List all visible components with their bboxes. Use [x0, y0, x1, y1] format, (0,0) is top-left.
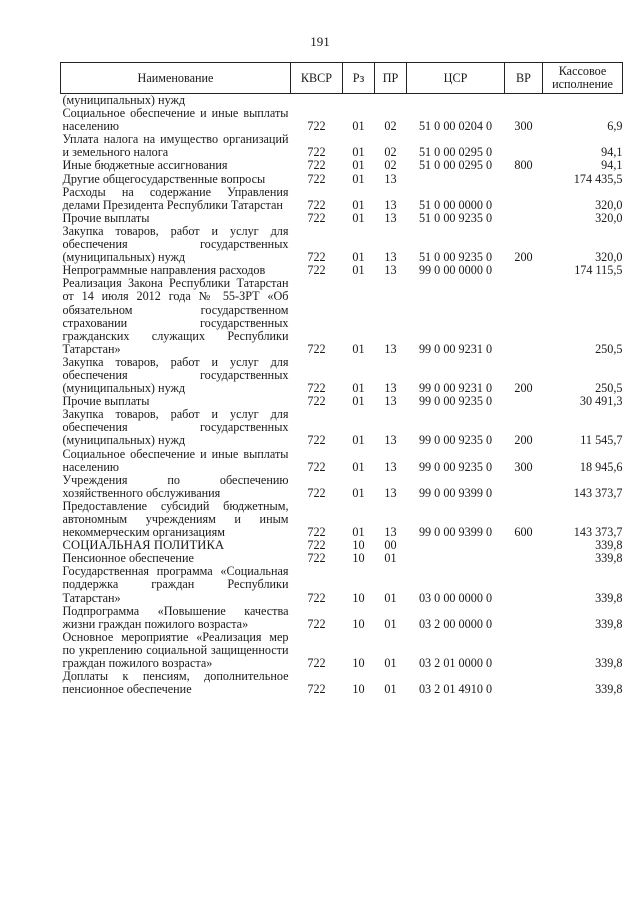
row-rz: 10 — [352, 656, 365, 671]
row-csr: 51 0 00 9235 0 — [418, 210, 493, 225]
row-kvsr: 722 — [307, 538, 326, 553]
row-vr: 200 — [514, 250, 533, 265]
table-row — [61, 631, 623, 670]
row-kvsr: 722 — [307, 263, 326, 278]
row-sum: 250,5 — [595, 341, 623, 356]
row-pr: 01 — [384, 616, 397, 631]
row-vr — [505, 605, 543, 631]
row-sum: 94,1 — [601, 145, 623, 160]
table-row — [61, 173, 623, 186]
row-rz: 10 — [352, 538, 365, 553]
row-name: Предоставление субсидий бюджетным, автономным учреждениям и иным некоммерческим организациям — [62, 498, 289, 540]
row-name: Пенсионное обеспечение — [62, 551, 194, 566]
row-rz: 01 — [352, 341, 365, 356]
column-header-vr: ВР — [505, 63, 543, 94]
page-number: 191 — [310, 34, 330, 49]
row-name: Закупка товаров, работ и услуг для обеспечения государственных (муниципальных) нужд — [62, 407, 289, 448]
row-rz: 01 — [352, 145, 365, 160]
row-kvsr: 722 — [307, 433, 326, 448]
row-rz: 01 — [352, 394, 365, 409]
row-kvsr: 722 — [307, 119, 326, 134]
row-kvsr: 722 — [307, 381, 326, 396]
row-pr: 13 — [384, 171, 397, 186]
row-csr: 51 0 00 0295 0 — [418, 145, 493, 160]
row-kvsr: 722 — [307, 145, 326, 160]
row-pr: 13 — [384, 485, 397, 500]
row-rz: 01 — [352, 210, 365, 225]
row-sum: 320,0 — [595, 197, 623, 212]
row-sum: 339,8 — [595, 551, 623, 566]
row-kvsr: 722 — [307, 485, 326, 500]
row-csr: 99 0 00 9235 0 — [418, 459, 493, 474]
row-pr: 01 — [384, 656, 397, 671]
row-sum: 30 491,3 — [579, 394, 623, 409]
row-name: Основное мероприятие «Реализация мер по укреплению социальной защищенности граждан пожилого возраста» — [62, 629, 289, 671]
table-row — [61, 448, 623, 474]
row-name: Реализация Закона Республики Татарстан от 14 июля 2012 года № 55-ЗРТ «Об обязательном государственном страховании государственных гражданских служащих Республики Татарстан» — [62, 276, 289, 356]
row-name: Другие общегосударственные вопросы — [62, 171, 266, 186]
row-csr — [407, 173, 505, 186]
row-vr — [505, 552, 543, 565]
table-row — [61, 133, 623, 159]
row-pr: 01 — [384, 551, 397, 566]
row-vr — [505, 212, 543, 225]
table-row — [61, 605, 623, 631]
row-vr: 300 — [514, 119, 533, 134]
row-kvsr: 722 — [307, 158, 326, 173]
row-pr: 13 — [384, 381, 397, 396]
table-row — [61, 94, 623, 108]
table-row — [61, 356, 623, 395]
row-sum: 143 373,7 — [573, 525, 623, 540]
row-pr: 02 — [384, 119, 397, 134]
row-sum: 339,8 — [595, 656, 623, 671]
row-vr — [505, 173, 543, 186]
row-vr: 200 — [514, 381, 533, 396]
row-rz: 10 — [352, 682, 365, 697]
table-row — [61, 565, 623, 604]
row-kvsr: 722 — [307, 459, 326, 474]
row-csr: 03 2 01 0000 0 — [418, 656, 493, 671]
row-vr — [505, 277, 543, 356]
row-pr: 02 — [384, 158, 397, 173]
table-body — [61, 94, 623, 697]
row-pr: 13 — [384, 394, 397, 409]
row-vr: 300 — [514, 459, 533, 474]
row-csr: 99 0 00 9399 0 — [418, 525, 493, 540]
row-kvsr: 722 — [307, 590, 326, 605]
row-vr — [505, 539, 543, 552]
row-rz: 10 — [352, 590, 365, 605]
row-rz: 01 — [352, 263, 365, 278]
row-rz: 01 — [352, 485, 365, 500]
row-vr — [505, 395, 543, 408]
row-pr — [375, 94, 407, 108]
row-pr: 13 — [384, 263, 397, 278]
row-name: Подпрограмма «Повышение качества жизни граждан пожилого возраста» — [62, 603, 289, 631]
row-csr: 03 2 00 0000 0 — [418, 616, 493, 631]
row-kvsr: 722 — [307, 197, 326, 212]
row-rz: 01 — [352, 459, 365, 474]
table-row — [61, 474, 623, 500]
row-kvsr: 722 — [307, 616, 326, 631]
row-name: Закупка товаров, работ и услуг для обеспечения государственных (муниципальных) нужд — [62, 354, 289, 396]
row-rz: 01 — [352, 171, 365, 186]
row-name: Закупка товаров, работ и услуг для обеспечения государственных (муниципальных) нужд — [62, 223, 289, 265]
row-vr: 600 — [514, 525, 533, 540]
row-csr: 99 0 00 9231 0 — [418, 341, 493, 356]
row-name: (муниципальных) нужд — [62, 93, 186, 107]
table-header — [61, 63, 623, 94]
column-header-sum: Кассовое исполнение — [543, 63, 623, 94]
row-pr: 13 — [384, 525, 397, 540]
table-row — [61, 670, 623, 696]
row-csr: 51 0 00 9235 0 — [418, 250, 493, 265]
row-csr: 51 0 00 0295 0 — [418, 158, 493, 173]
column-header-name: Наименование — [61, 63, 291, 94]
row-name: Социальное обеспечение и иные выплаты населению — [62, 106, 289, 134]
row-sum: 320,0 — [595, 210, 623, 225]
row-pr: 13 — [384, 197, 397, 212]
row-csr — [407, 94, 505, 108]
table-row — [61, 107, 623, 133]
row-vr — [505, 94, 543, 108]
row-name: Учреждения по обеспечению хозяйственного обслуживания — [62, 472, 289, 500]
row-pr: 13 — [384, 341, 397, 356]
row-name: Иные бюджетные ассигнования — [62, 158, 228, 173]
column-header-csr: ЦСР — [407, 63, 505, 94]
row-sum: 174 115,5 — [574, 263, 623, 278]
row-name: Расходы на содержание Управления делами Президента Республики Татарстан — [62, 184, 289, 212]
row-rz: 01 — [352, 525, 365, 540]
row-csr: 99 0 00 9231 0 — [418, 381, 493, 396]
row-name: Непрограммные направления расходов — [62, 263, 266, 278]
row-vr — [505, 474, 543, 500]
row-sum: 339,8 — [595, 682, 623, 697]
row-csr: 99 0 00 0000 0 — [418, 263, 493, 278]
row-rz: 10 — [352, 616, 365, 631]
row-rz: 01 — [352, 381, 365, 396]
row-sum: 11 545,7 — [580, 433, 623, 448]
row-sum — [543, 94, 623, 108]
row-kvsr: 722 — [307, 171, 326, 186]
budget-table — [60, 62, 623, 696]
row-sum: 250,5 — [595, 381, 623, 396]
row-kvsr: 722 — [307, 525, 326, 540]
row-vr — [505, 670, 543, 696]
row-sum: 339,8 — [595, 616, 623, 631]
row-csr: 03 0 00 0000 0 — [418, 590, 493, 605]
row-sum: 18 945,6 — [579, 459, 623, 474]
table-row — [61, 212, 623, 225]
row-vr: 200 — [514, 433, 533, 448]
table-row — [61, 277, 623, 356]
row-pr: 13 — [384, 250, 397, 265]
row-vr: 800 — [514, 158, 533, 173]
row-pr: 00 — [384, 538, 397, 553]
row-kvsr: 722 — [307, 551, 326, 566]
row-sum: 339,8 — [595, 538, 623, 553]
row-kvsr: 722 — [307, 210, 326, 225]
row-name: СОЦИАЛЬНАЯ ПОЛИТИКА — [62, 538, 225, 553]
row-rz: 01 — [352, 250, 365, 265]
row-rz: 01 — [352, 433, 365, 448]
row-name: Уплата налога на имущество организаций и земельного налога — [62, 132, 289, 160]
row-rz: 10 — [352, 551, 365, 566]
row-name: Прочие выплаты — [62, 210, 150, 225]
column-header-pr: ПР — [375, 63, 407, 94]
row-vr — [505, 631, 543, 670]
row-kvsr: 722 — [307, 394, 326, 409]
row-sum: 143 373,7 — [573, 485, 623, 500]
row-vr — [505, 133, 543, 159]
row-name: Государственная программа «Социальная поддержка граждан Республики Татарстан» — [62, 564, 289, 605]
row-rz: 01 — [352, 197, 365, 212]
row-csr — [407, 552, 505, 565]
table-row — [61, 500, 623, 539]
row-sum: 94,1 — [601, 158, 623, 173]
row-pr: 13 — [384, 459, 397, 474]
table-row — [61, 186, 623, 212]
table-row — [61, 408, 623, 447]
row-name: Доплаты к пенсиям, дополнительное пенсионное обеспечение — [62, 669, 289, 697]
row-csr: 51 0 00 0204 0 — [418, 119, 493, 134]
row-rz: 01 — [352, 158, 365, 173]
row-vr — [505, 264, 543, 277]
row-csr: 99 0 00 9399 0 — [418, 485, 493, 500]
column-header-kvsr: КВСР — [291, 63, 343, 94]
row-sum: 339,8 — [595, 590, 623, 605]
row-kvsr: 722 — [307, 250, 326, 265]
table-row — [61, 225, 623, 264]
row-kvsr: 722 — [307, 656, 326, 671]
row-pr: 01 — [384, 682, 397, 697]
row-pr: 01 — [384, 590, 397, 605]
row-name: Социальное обеспечение и иные выплаты населению — [62, 446, 289, 474]
row-csr: 51 0 00 0000 0 — [418, 197, 493, 212]
row-sum: 174 435,5 — [573, 171, 623, 186]
row-rz: 01 — [352, 119, 365, 134]
row-csr: 99 0 00 9235 0 — [418, 433, 493, 448]
row-pr: 02 — [384, 145, 397, 160]
row-csr: 99 0 00 9235 0 — [418, 394, 493, 409]
row-pr: 13 — [384, 433, 397, 448]
row-kvsr: 722 — [307, 682, 326, 697]
row-vr — [505, 186, 543, 212]
row-csr: 03 2 01 4910 0 — [418, 682, 493, 697]
row-name: Прочие выплаты — [62, 394, 150, 409]
row-kvsr — [291, 94, 343, 108]
column-header-rz: Рз — [343, 63, 375, 94]
row-pr: 13 — [384, 210, 397, 225]
row-sum: 320,0 — [595, 250, 623, 265]
row-vr — [505, 565, 543, 604]
row-kvsr: 722 — [307, 341, 326, 356]
table-row — [61, 159, 623, 172]
row-rz — [343, 94, 375, 108]
row-sum: 6,9 — [607, 119, 623, 134]
row-csr — [407, 539, 505, 552]
